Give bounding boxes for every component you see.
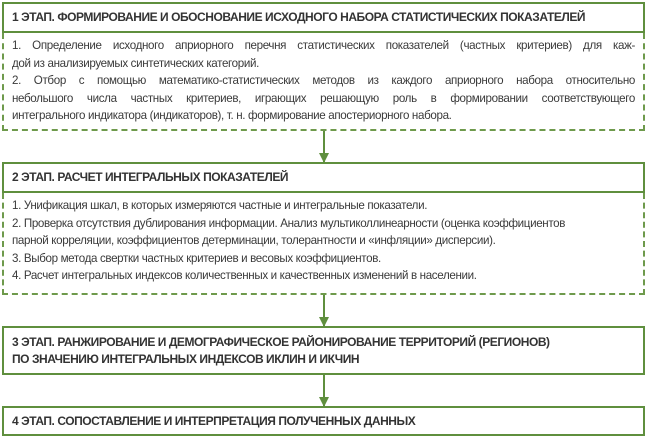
stage-1-line: интегрального индикатора (индикаторов), т. н. формирование апостериорного набора. <box>12 109 452 123</box>
arrow-down-icon <box>323 375 325 406</box>
stage-2-details <box>2 193 645 295</box>
stage-3-header <box>2 326 645 375</box>
stage-2-line: 4. Расчет интегральных индексов количественных и качественных изменений в населении. <box>12 269 477 283</box>
stage-2-line: 3. Выбор метода свертки частных критериев и весовых коэффициентов. <box>12 251 381 265</box>
stage-1-header <box>2 2 645 33</box>
stage-4-header <box>2 406 645 436</box>
stage-4-title: 4 ЭТАП. СОПОСТАВЛЕНИЕ И ИНТЕРПРЕТАЦИЯ ПОЛУЧЕННЫХ ДАННЫХ <box>12 413 416 428</box>
stage-1-title: 1 ЭТАП. ФОРМИРОВАНИЕ И ОБОСНОВАНИЕ ИСХОДНОГО НАБОРА СТАТИСТИЧЕСКИХ ПОКАЗАТЕЛЕЙ <box>12 10 586 24</box>
stage-1-line: 1. Определение исходного априорного перечня статистических показателей (частных критериев) для каж- <box>12 39 635 52</box>
stage-2-line: 2. Проверка отсутствия дублирования информации. Анализ мультиколлинеарности (оценка коэффициентов <box>12 216 566 230</box>
stage-3-title-line: ПО ЗНАЧЕНИЮ ИНТЕГРАЛЬНЫХ ИНДЕКСОВ ИКЛИН И ИКЧИН <box>12 351 360 366</box>
stage-2-line: парной корреляции, коэффициентов детерминации, толерантности и «инфляции» дисперсии). <box>12 234 496 248</box>
stage-1-details <box>2 33 645 131</box>
stage-1-line: 2. Отбор с помощью математико-статистических методов из каждого априорного набора относительно <box>12 74 635 88</box>
arrow-down-icon <box>323 295 325 326</box>
stage-1-line: небольшого числа частных критериев, играющих решающую роль в формировании соответствующего <box>12 91 635 105</box>
stage-3-title-line: 3 ЭТАП. РАНЖИРОВАНИЕ И ДЕМОГРАФИЧЕСКОЕ РАЙОНИРОВАНИЕ ТЕРРИТОРИЙ (РЕГИОНОВ) <box>12 334 550 349</box>
stage-2-header <box>2 162 645 193</box>
stage-2-line: 1. Унификация шкал, в которых измеряются частные и интегральные показатели. <box>12 199 428 212</box>
stage-2-title: 2 ЭТАП. РАСЧЕТ ИНТЕГРАЛЬНЫХ ПОКАЗАТЕЛЕЙ <box>12 170 289 184</box>
stage-1-line: дой из анализируемых синтетических категорий. <box>12 56 260 70</box>
arrow-down-icon <box>323 131 325 162</box>
